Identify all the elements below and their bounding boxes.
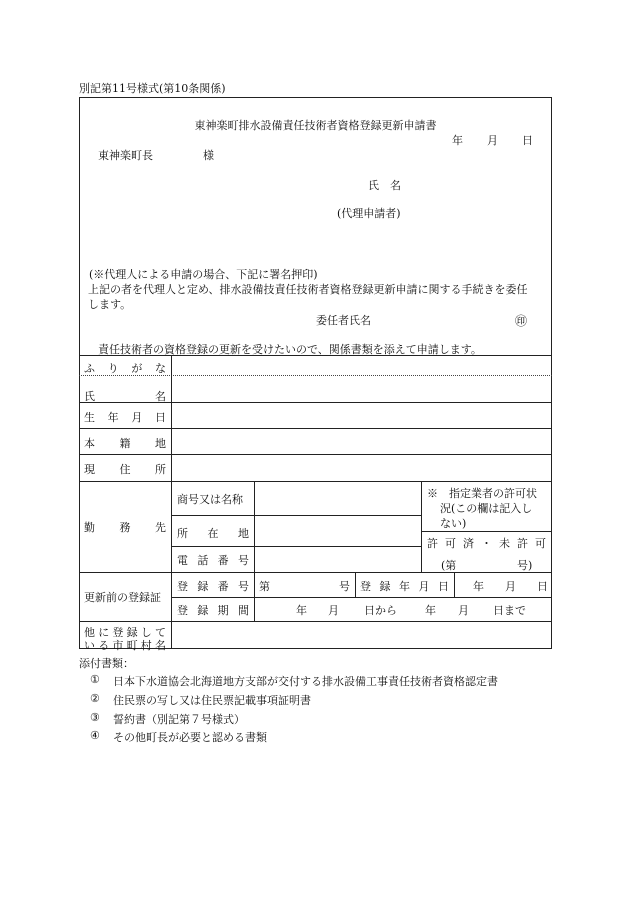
period-from-day: 日から — [364, 604, 397, 617]
reg-date-month: 月 — [505, 580, 516, 593]
attachment-text: 住民票の写し又は住民票記載事項証明書 — [113, 694, 311, 707]
attachment-num: ② — [90, 692, 100, 705]
label-address: 現 住 所 — [84, 463, 166, 476]
table-vline-regdate-value — [454, 572, 455, 597]
label-reg-number: 登 録 番 号 — [177, 580, 249, 593]
attachment-num: ③ — [90, 711, 100, 724]
period-from-year: 年 — [296, 604, 307, 617]
table-line-company — [171, 515, 421, 516]
attachment-text: 誓約書（別記第７号様式） — [113, 713, 245, 726]
permit-note-line-1: ※ 指定業者の許可状 — [427, 487, 537, 500]
table-line-workplace — [79, 572, 552, 573]
table-line-permit-note — [421, 531, 552, 532]
table-vline-label — [171, 355, 172, 649]
period-to-year: 年 — [425, 604, 436, 617]
label-birthdate: 生 年 月 日 — [84, 411, 166, 424]
table-line-domicile — [79, 454, 552, 455]
table-line-address — [79, 481, 552, 482]
label-reg-date: 登 録 年 月 日 — [360, 580, 449, 593]
label-company-name: 商号又は名称 — [177, 493, 243, 506]
period-from-month: 月 — [328, 604, 339, 617]
reg-date-year: 年 — [473, 580, 484, 593]
attachment-text: 日本下水道協会北海道地方支部が交付する排水設備工事責任技術者資格認定書 — [113, 675, 498, 688]
reg-no-suffix: 号 — [339, 580, 350, 593]
form-header: 別記第11号様式(第10条関係) — [79, 82, 226, 95]
permit-note-line-2: 況(この欄は記入し — [440, 502, 533, 515]
label-other-reg-2: い る 市 町 村 名 — [84, 639, 166, 652]
date-day-label: 日 — [522, 134, 533, 147]
seal-mark: ㊞ — [515, 314, 528, 328]
form-title: 東神楽町排水設備責任技術者資格登録更新申請書 — [194, 119, 437, 132]
addressee-honorific: 様 — [203, 149, 214, 162]
table-line-regno — [171, 597, 552, 598]
table-line-birth — [79, 428, 552, 429]
period-to-month: 月 — [458, 604, 469, 617]
label-furigana: ふ り が な — [84, 362, 166, 375]
reg-no-prefix: 第 — [259, 580, 270, 593]
label-phone: 電 話 番 号 — [177, 554, 249, 567]
delegator-name-label: 委任者氏名 — [316, 314, 371, 327]
table-vline-sublabel — [254, 481, 255, 621]
table-line-location — [171, 546, 421, 547]
label-prev-cert: 更新前の登録証 — [84, 591, 161, 604]
label-name: 氏 名 — [84, 390, 166, 403]
proxy-applicant-label: (代理申請者) — [337, 207, 401, 220]
table-vline-regdate — [355, 572, 356, 597]
applicant-name-label: 氏 名 — [368, 179, 401, 192]
label-reg-period: 登 録 期 間 — [177, 604, 249, 617]
request-statement: 責任技術者の資格登録の更新を受けたいので、関係書類を添えて申請します。 — [98, 343, 482, 356]
permit-note-line-3: ない) — [440, 517, 467, 530]
table-vline-permit — [421, 481, 422, 572]
label-domicile: 本 籍 地 — [84, 437, 166, 450]
table-line-prevcert — [79, 621, 552, 622]
delegation-text-2: します。 — [88, 298, 132, 311]
attachments-heading: 添付書類： — [79, 657, 134, 670]
attachment-text: その他町長が必要と認める書類 — [113, 731, 267, 744]
label-workplace: 勤 務 先 — [84, 521, 166, 534]
reg-date-day: 日 — [537, 580, 548, 593]
label-other-reg-1: 他 に 登 録 し て — [84, 626, 166, 639]
delegation-text-1: 上記の者を代理人と定め、排水設備技責任技術者資格登録更新申請に関する手続きを委任 — [88, 283, 528, 296]
period-to-day: 日まで — [493, 604, 526, 617]
date-year-label: 年 — [452, 134, 463, 147]
table-line-top — [79, 355, 552, 356]
label-location: 所 在 地 — [177, 527, 249, 540]
attachment-num: ④ — [90, 729, 100, 742]
permit-no-prefix: (第 — [441, 559, 457, 572]
addressee-name: 東神楽町長 — [98, 149, 153, 162]
attachment-num: ① — [90, 673, 100, 686]
permit-no-suffix: 号) — [517, 559, 533, 572]
permit-status: 許 可 済 ・ 未 許 可 — [427, 537, 546, 550]
proxy-note: (※代理人による申請の場合、下記に署名押印) — [89, 268, 318, 281]
date-month-label: 月 — [487, 134, 498, 147]
